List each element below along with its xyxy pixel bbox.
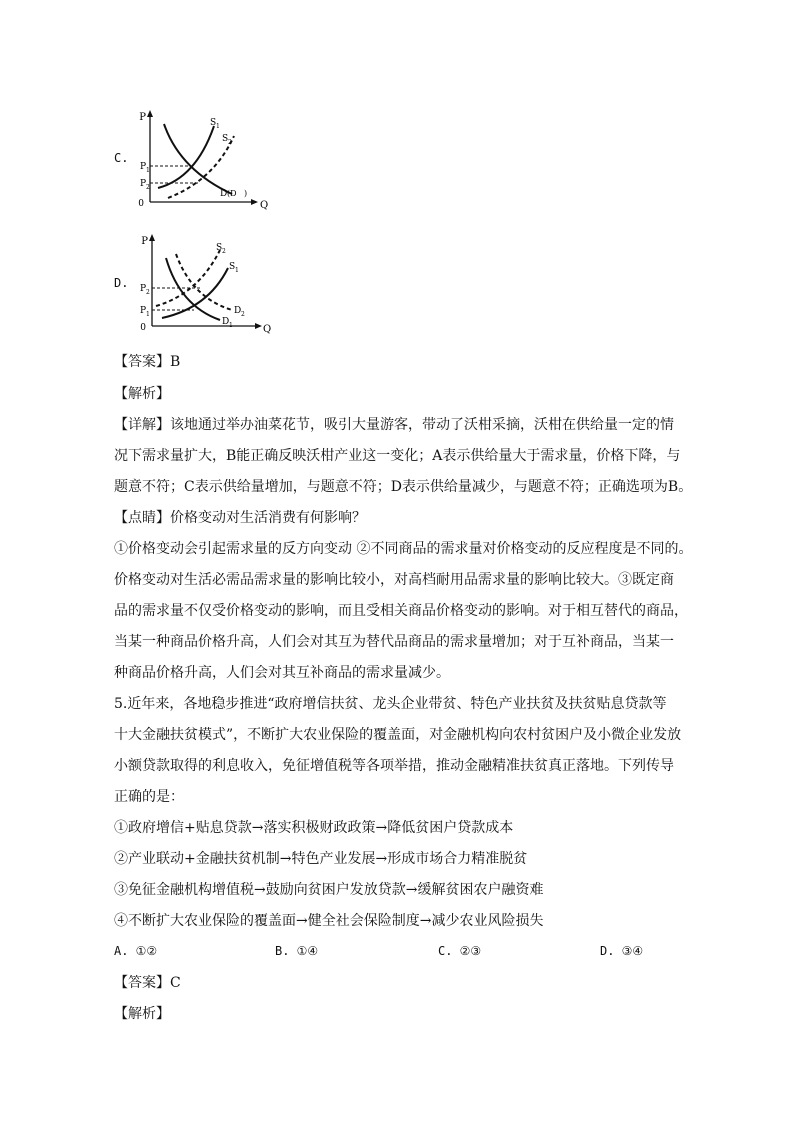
tip-line-2: 价格变动对生活必需品需求量的影响比较小，对高档耐用品需求量的影响比较大。③既定商 — [114, 572, 674, 588]
tip-heading: 【点睛】价格变动对生活消费有何影响？ — [114, 510, 366, 526]
p2-sub: 2 — [146, 289, 150, 296]
d1-sub: 1 — [229, 322, 233, 329]
origin-label: 0 — [140, 323, 146, 333]
q-axis-arrow-icon — [255, 323, 262, 329]
p1-sub: 1 — [146, 167, 150, 174]
question-5-line-1: 5.近年来，各地稳步推进“政府增信扶贫、龙头企业带贫、特色产业扶贫及扶贫贴息贷款等 — [114, 696, 667, 712]
axis-q-label: Q — [263, 324, 272, 335]
analysis-heading-2: 【解析】 — [114, 1006, 170, 1022]
axis-p-label: P — [139, 112, 146, 123]
p2-label: P — [140, 284, 147, 294]
q-axis-arrow-icon — [251, 199, 258, 205]
axis-q-label: Q — [260, 200, 269, 211]
s1-sub: 1 — [216, 123, 220, 130]
choice-a[interactable]: A. ①② — [114, 944, 158, 958]
tip-line-3: 品的需求量不仅受价格变动的影响，而且受相关商品价格变动的影响。对于相互替代的商品， — [114, 603, 688, 619]
s2-label: S — [222, 134, 229, 144]
p1-label: P — [140, 162, 147, 172]
d-label-rest: (D — [227, 189, 237, 198]
graph-option-c — [136, 108, 269, 211]
detail-line-2: 况下需求量扩大，B能正确反映沃柑产业这一变化；A表示供给量大于需求量，价格下降，与 — [114, 448, 681, 464]
detail-line-1: 【详解】该地通过举办油菜花节，吸引大量游客，带动了沃柑采摘，沃柑在供给量一定的情 — [114, 417, 674, 433]
statement-2: ②产业联动+金融扶贫机制→特色产业发展→形成市场合力精准脱贫 — [114, 851, 528, 867]
answer-line-2: 【答案】C — [114, 975, 181, 991]
d1-label: D — [222, 317, 230, 327]
tip-line-1: ①价格变动会引起需求量的反方向变动 ②不同商品的需求量对价格变动的反应程度是不同的。 — [114, 541, 693, 557]
d-label: D — [220, 189, 228, 199]
p2-sub: 2 — [146, 184, 150, 191]
p2-label: P — [140, 179, 147, 189]
s2-sub: 2 — [222, 248, 226, 255]
origin-label: 0 — [138, 199, 144, 209]
tip-line-5: 种商品价格升高，人们会对其互补商品的需求量减少。 — [114, 665, 450, 681]
question-5-line-3: 小额贷款取得的利息收入，免征增值税等各项举措，推动金融精准扶贫真正落地。下列传导 — [114, 758, 674, 774]
detail-line-3: 题意不符；C表示供给量增加，与题意不符；D表示供给量减少，与题意不符；正确选项为B。 — [114, 479, 693, 495]
tip-line-4: 当某一种商品价格升高，人们会对其互为替代品商品的需求量增加；对于互补商品，当某一 — [114, 634, 674, 650]
answer-choices — [114, 942, 694, 962]
p1-sub: 1 — [146, 311, 150, 318]
s1-sub: 1 — [235, 267, 239, 274]
graph-option-d — [136, 232, 271, 334]
statement-4: ④不断扩大农业保险的覆盖面→健全社会保险制度→减少农业风险损失 — [114, 913, 544, 929]
demand-curve-d2 — [176, 254, 232, 310]
choice-b[interactable]: B. ①④ — [275, 944, 319, 958]
s1-label: S — [229, 262, 236, 272]
p1-label: P — [140, 306, 147, 316]
statement-3: ③免征金融机构增值税→鼓励向贫困户发放贷款→缓解贫困农户融资难 — [114, 882, 544, 898]
question-5-line-2: 十大金融扶贫模式”，不断扩大农业保险的覆盖面，对金融机构向农村贫困户及小微企业发放 — [114, 727, 682, 743]
d2-sub: 2 — [241, 311, 245, 318]
d-label-end: ) — [244, 189, 248, 198]
p-axis-arrow-icon — [147, 110, 153, 117]
s2-label: S — [216, 243, 223, 253]
answer-line: 【答案】B — [114, 354, 181, 370]
demand-curve-d1 — [166, 258, 220, 320]
axis-p-label: P — [141, 236, 148, 247]
choice-d[interactable]: D. ③④ — [600, 944, 644, 958]
statement-1: ①政府增信+贴息贷款→落实积极财政政策→降低贫困户贷款成本 — [114, 820, 514, 836]
s2-sub: 2 — [228, 139, 232, 146]
p-axis-arrow-icon — [149, 234, 155, 241]
analysis-heading: 【解析】 — [114, 386, 170, 402]
s1-label: S — [210, 118, 217, 128]
option-c-label: C. — [114, 151, 129, 165]
option-d-label: D. — [114, 276, 129, 290]
question-5-line-4: 正确的是： — [114, 789, 184, 805]
d2-label: D — [234, 306, 242, 316]
choice-c[interactable]: C. ②③ — [438, 944, 482, 958]
